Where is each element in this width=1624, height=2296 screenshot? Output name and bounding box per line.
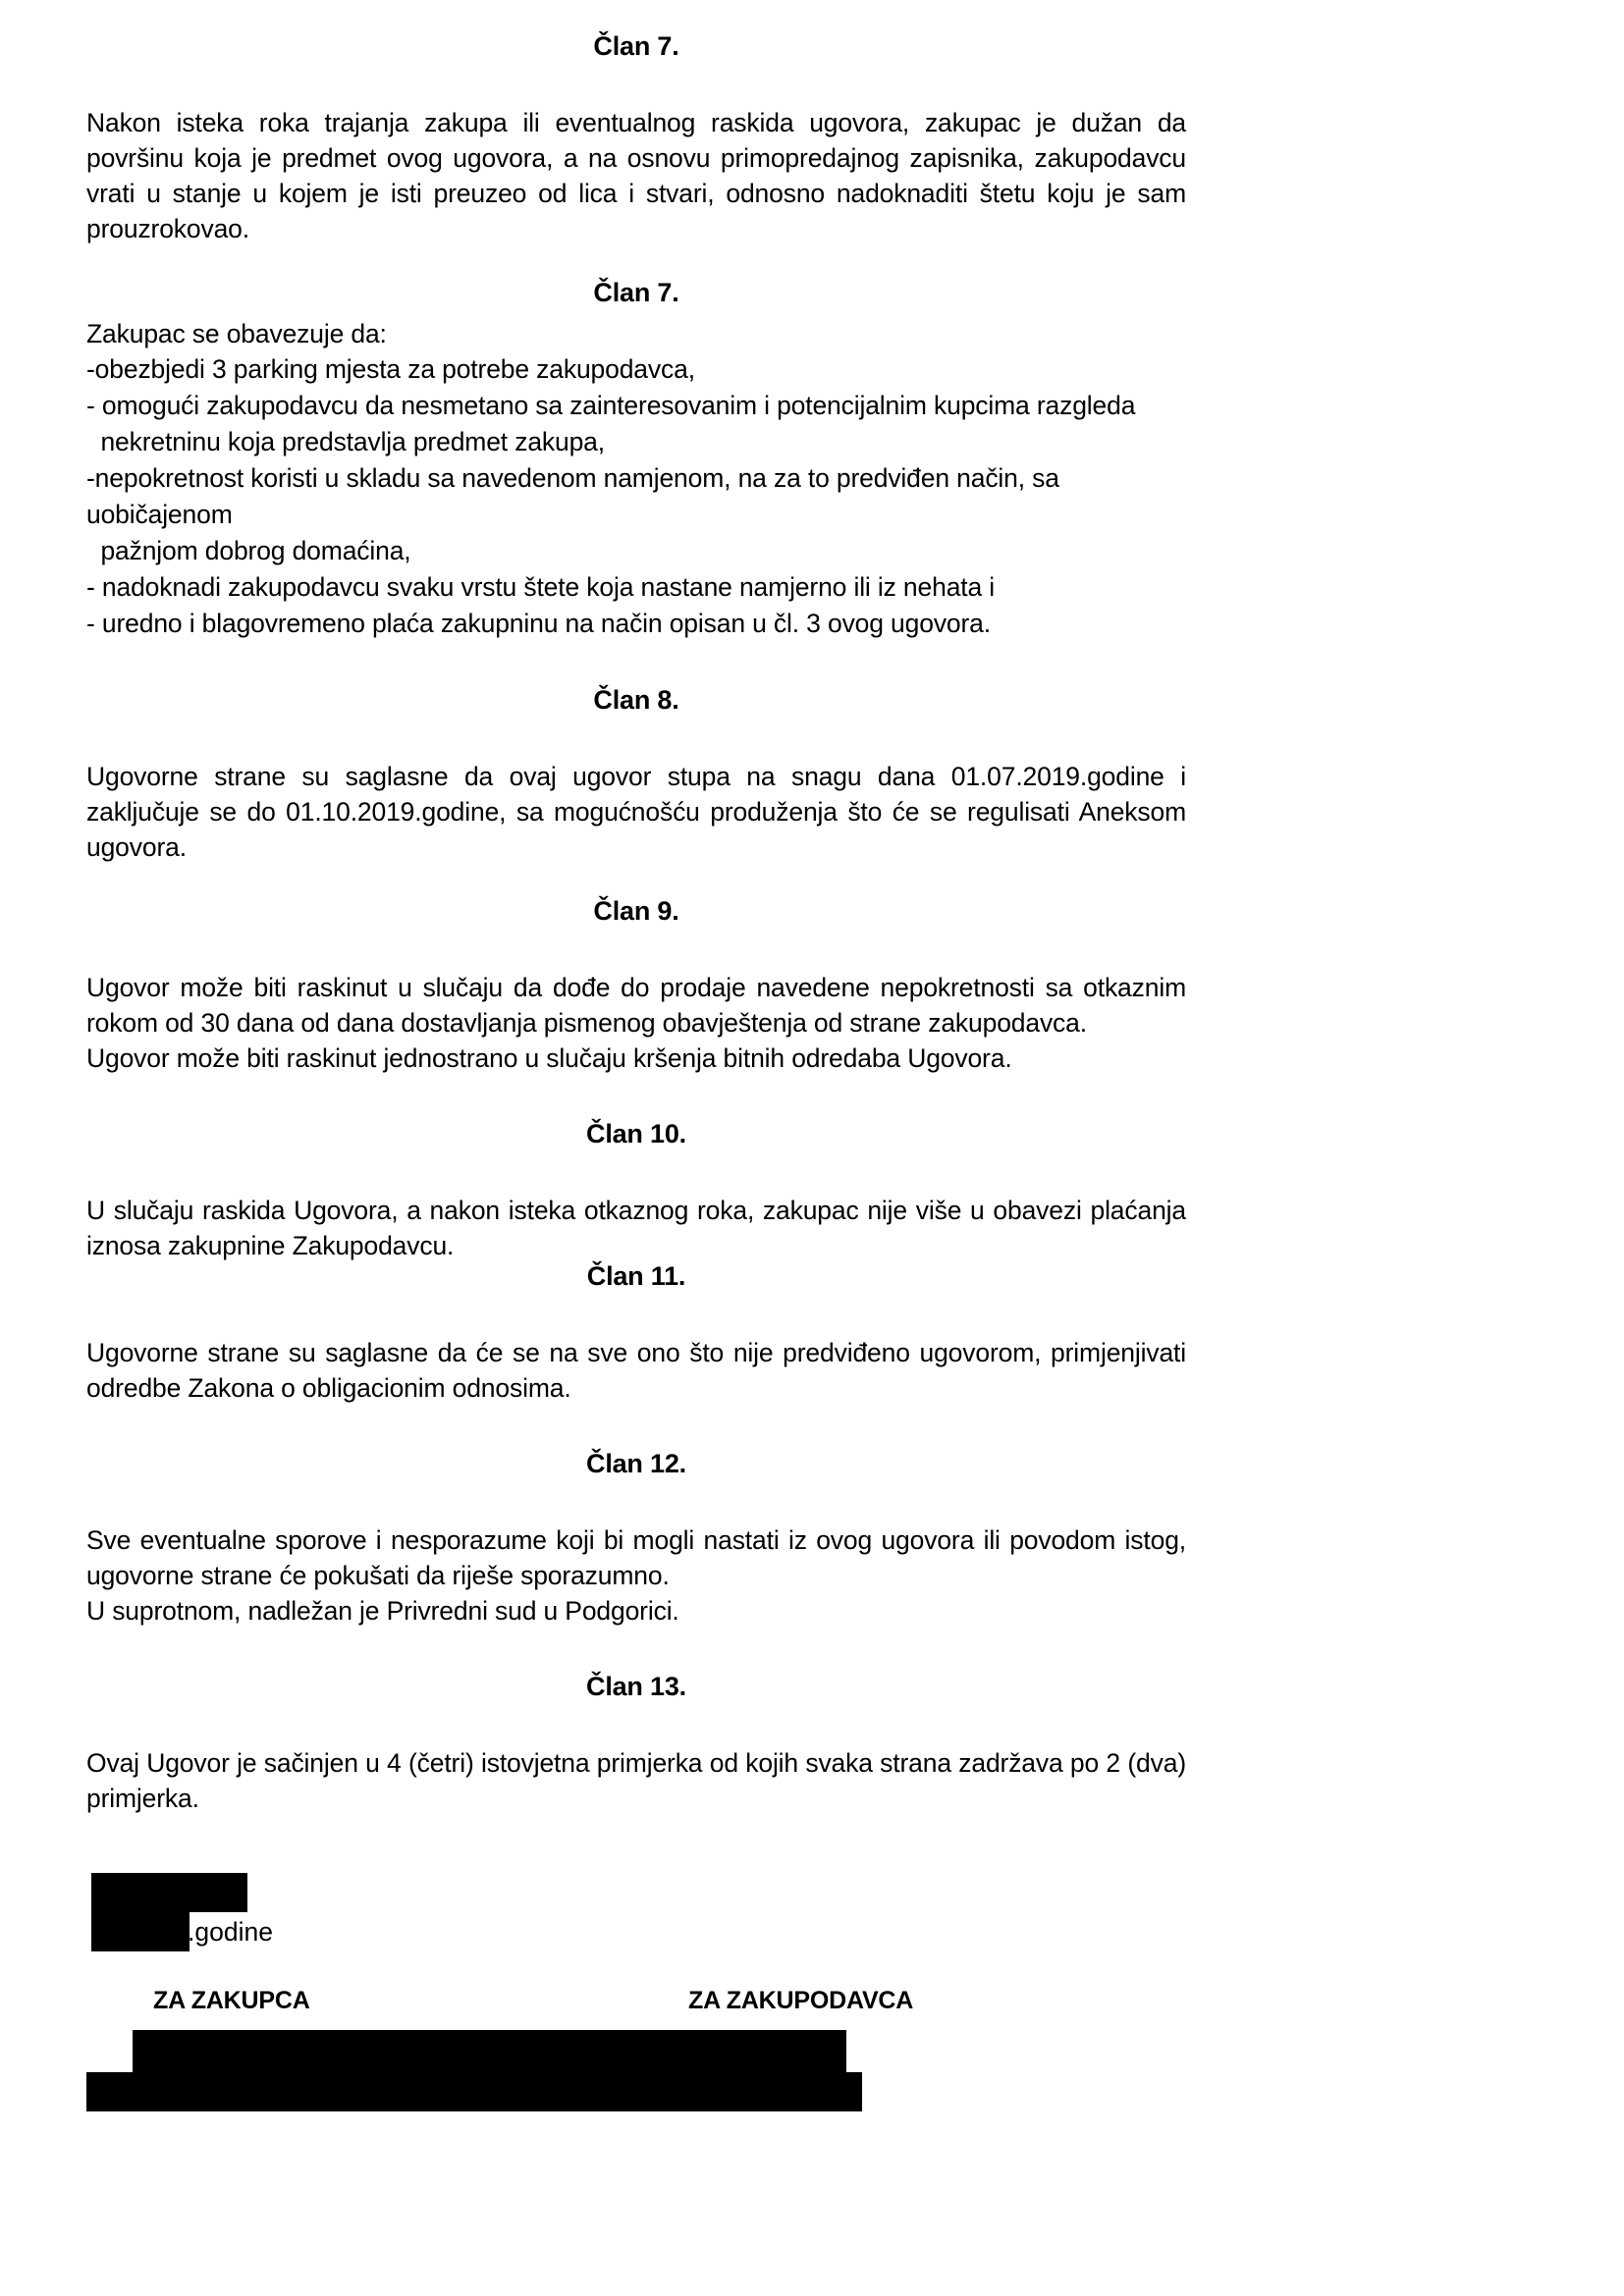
paragraph-clan-10: U slučaju raskida Ugovora, a nakon isteka otkaznog roka, zakupac nije više u obavezi plaćanja iznosa zakupnine Zakupodavcu. (86, 1196, 1186, 1260)
redaction-signature-upper (133, 2030, 846, 2072)
obligations-list (86, 351, 1186, 642)
redaction-signature-lower (86, 2072, 862, 2111)
heading-clan-8: Član 8. (593, 685, 679, 715)
paragraph-clan-11: Ugovorne strane su saglasne da će se na sve ono što nije predviđeno ugovorom, primjenjivati odredbe Zakona o obligacionim odnosima. (86, 1338, 1186, 1403)
heading-clan-13: Član 13. (586, 1672, 686, 1701)
list-item: nekretninu koja predstavlja predmet zakupa, (86, 427, 605, 456)
list-item: -nepokretnost koristi u skladu sa navedenom namjenom, na za to predviđen način, sa uobičajenom (86, 463, 1067, 529)
spacer (86, 865, 1186, 898)
date-block (86, 1861, 1186, 1965)
paragraph-clan-9-first: Ugovor može biti raskinut u slučaju da dođe do prodaje navedene nepokretnosti sa otkaznim rokom od 30 dana od dana dostavljanja pismenog obavještenja od strane zakupodavca. (86, 973, 1186, 1038)
redaction-date-upper (91, 1873, 247, 1912)
heading-clan-11: Član 11. (586, 1261, 686, 1291)
list-item: - nadoknadi zakupodavcu svaku vrstu štete koja nastane namjerno ili iz nehata i (86, 572, 996, 602)
redaction-date-lower (91, 1912, 189, 1951)
spacer (86, 246, 1186, 280)
spacer (86, 1148, 1186, 1193)
paragraph-clan-12-first: Sve eventualne sporove i nesporazume koji bi mogli nastati iz ovog ugovora ili povodom istog, ugovorne strane će pokušati da riješe sporazumno. (86, 1525, 1186, 1590)
signature-labels (86, 1987, 1186, 2030)
paragraph-clan-13: Ovaj Ugovor je sačinjen u 4 (četri) istovjetna primjerka od kojih svaka strana zadržava po 2 (dva) primjerka. (86, 1748, 1186, 1813)
signature-label-lessor: ZA ZAKUPODAVCA (688, 1987, 914, 2014)
heading-clan-10: Član 10. (586, 1119, 686, 1148)
heading-clan-7-first: Član 7. (593, 31, 679, 61)
spacer (86, 714, 1186, 759)
paragraph-clan-8: Ugovorne strane su saglasne da ovaj ugovor stupa na snagu dana 01.07.2019.godine i zaključuje se do 01.10.2019.godine, sa mogućnošću produženja što će se regulisati Aneksom ugovora. (86, 762, 1186, 862)
spacer (86, 1629, 1186, 1674)
signature-block (86, 2030, 1186, 2138)
spacer (86, 60, 1186, 105)
list-item: -obezbjedi 3 parking mjesta za potrebe zakupodavca, (86, 354, 695, 384)
date-suffix: .godine (188, 1917, 273, 1947)
paragraph-clan-7-intro: Zakupac se obavezuje da: (86, 319, 387, 348)
spacer (86, 1477, 1186, 1522)
spacer (86, 1290, 1186, 1335)
spacer (86, 306, 1186, 316)
heading-clan-7-second: Član 7. (593, 278, 679, 307)
signature-label-lessee: ZA ZAKUPCA (153, 1987, 310, 2014)
spacer (86, 642, 1186, 687)
paragraph-clan-7-first: Nakon isteka roka trajanja zakupa ili eventualnog raskida ugovora, zakupac je dužan da površinu koja je predmet ovog ugovora, a na osnovu primopredajnog zapisnika, zakupodavcu vrati u stanje u kojem je isti preuzeo od lica i stvari, odnosno nadoknaditi štetu koju je sam prouzrokovao. (86, 108, 1186, 243)
heading-clan-12: Član 12. (586, 1449, 686, 1478)
spacer (86, 925, 1186, 970)
spacer (86, 1965, 1186, 1987)
spacer (86, 1816, 1186, 1861)
spacer (86, 1406, 1186, 1451)
list-item: - omogući zakupodavcu da nesmetano sa zainteresovanim i potencijalnim kupcima razgleda (86, 391, 1136, 420)
spacer (86, 1076, 1186, 1121)
paragraph-clan-12-second: U suprotnom, nadležan je Privredni sud u Podgorici. (86, 1596, 679, 1626)
spacer (86, 1700, 1186, 1745)
paragraph-clan-9-second: Ugovor može biti raskinut jednostrano u slučaju kršenja bitnih odredaba Ugovora. (86, 1043, 1012, 1073)
heading-clan-9: Član 9. (593, 896, 679, 926)
document-content (86, 0, 1186, 2138)
top-spacer (86, 0, 1186, 33)
list-item: - uredno i blagovremeno plaća zakupninu na način opisan u čl. 3 ovog ugovora. (86, 609, 991, 638)
list-item: pažnjom dobrog domaćina, (86, 536, 411, 565)
